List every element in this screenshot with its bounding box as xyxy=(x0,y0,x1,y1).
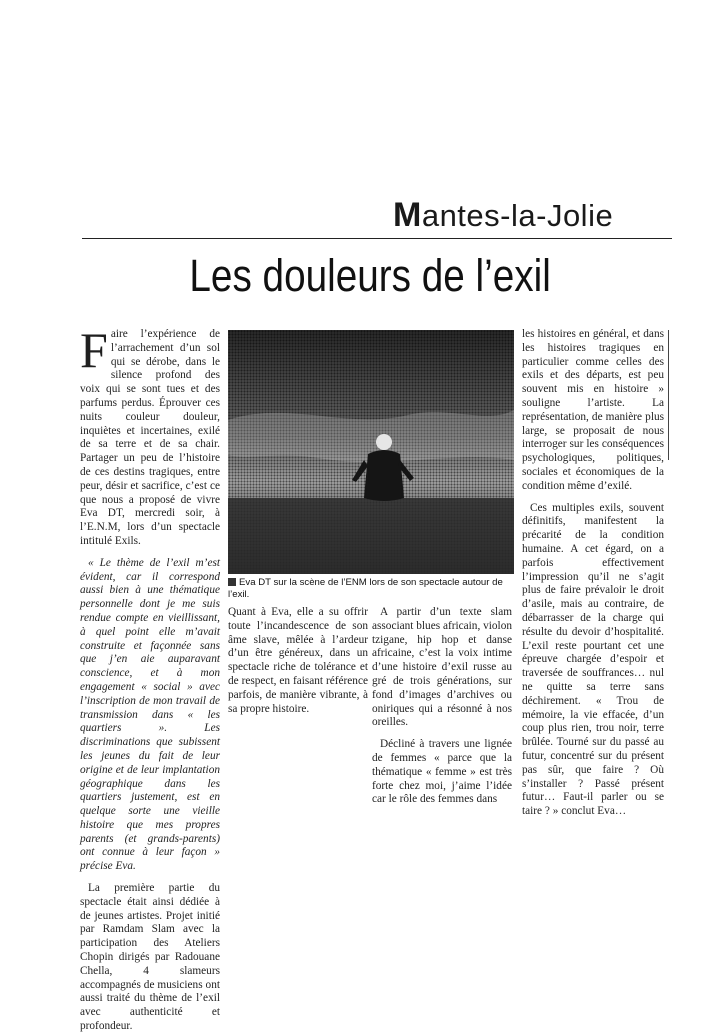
article-paragraph: les histoires en général, et dans les histoires tragiques en particulier comme celles des exils et des départs, est peu souvent mis en histoire » souligne l’artiste. La représentation, de manière plus large, se proposait de nous interroger sur les conséquences psychologiques, politiques, sociales et économiques de la condition même d’exilé. xyxy=(522,328,664,492)
section-header-rest: antes-la-Jolie xyxy=(421,198,614,233)
caption-marker-icon xyxy=(228,578,236,586)
article-paragraph: Décliné à travers une lignée de femmes « parce que la thématique « femme » est très forte chez moi, j’aime l’idée car le rôle des femmes dans xyxy=(372,738,512,806)
section-header xyxy=(393,196,643,236)
section-rule xyxy=(82,238,672,239)
article-column-4 xyxy=(522,328,664,819)
article-paragraph: Faire l’expérience de l’arrachement d’un sol qui se dérobe, dans le silence profond des voix qui se sont tues et des parfums perdus. Éprouver ces nuits couleur douleur, inquiètes et incertaines, exilé de sa terre et de sa chair. Partager un peu de l’histoire de ces destins tragiques, entre peur, désir et sacrifice, c’est ce que nous a proposé de vivre Eva DT, mercredi soir, à l’E.N.M, lors d’un spectacle intitulé Exils. xyxy=(80,322,220,547)
column-edge-line xyxy=(668,330,669,460)
article-paragraph: Ces multiples exils, souvent définitifs, manifestent la précarité de la condition humaine. A cet égard, on a parfois effectivement l’impression qu’il ne s’agit plus de faire prévaloir le droit d’asile, mais au contraire, de débarrasser de la charge qui résulte du devoir d’hospitalité. L’exil reste pourtant cet une épreuve chargée d’espoir et traversée de souffrances… nul ne quitte sa terre sans déchirement. « Trou de mémoire, la vie effacée, d’un coup plus rien, trou noir, terre brûlée. Tourné sur du passé au futur, concentré sur du présent pas sûr, que faire ? Où s’installer ? Passé présent futur… Faut-il parler ou se taire ? » conclut Eva… xyxy=(522,501,664,818)
section-header-initial: M xyxy=(393,196,422,234)
article-paragraph: Quant à Eva, elle a su offrir toute l’incandescence de son âme slave, mêlée à l’ardeur d’un être généreux, dans un spectacle riche de tolérance et de respect, en faisant référence parfois, de manière vibrante, à sa propre histoire. xyxy=(228,606,368,715)
article-paragraph: La première partie du spectacle était ainsi dédiée à de jeunes artistes. Projet initié par Ramdam Slam avec la participation des Ateliers Chopin dirigés par Radouane Chella, 4 slameurs accompagnés de musiciens ont aussi traité du thème de l’exil avec authenticité et profondeur. xyxy=(80,882,220,1033)
article-quote-paragraph: « Le thème de l’exil m’est évident, car il correspond aussi bien à une thématique personnelle dont je me suis rendue compte en vieillissant, à quel point elle m’avait construite et façonnée sans que j’en aie auparavant conscience, et à mon engagement « social » avec l’inscription de mon travail de transmission dans « les quartiers ». Les discriminations que subissent les jeunes du fait de leur origine et de leur implantation géographique dans les quartiers justement, est en quelque sorte une vieille histoire que mes propres parents (et grands-parents) ont connue à leur façon » précise Eva. xyxy=(80,556,220,873)
photo-caption xyxy=(228,577,514,601)
article-column-1 xyxy=(80,322,220,1034)
photo-caption-text: Eva DT sur la scène de l’ENM lors de son spectacle autour de l’exil. xyxy=(228,577,503,600)
headline: Les douleurs de l’exil xyxy=(189,250,551,301)
article-paragraph: A partir d’un texte slam associant blues africain, violon tzigane, hip hop et danse africaine, c’est la voix intime d’une histoire d’exil russe au gré de trois générations, sur fond d’images d’archives ou oniriques qui a résonné à nos oreilles. xyxy=(372,606,512,729)
article-column-2 xyxy=(228,606,368,716)
article-photo xyxy=(228,330,514,574)
article-column-3 xyxy=(372,606,512,807)
stage-photo-image xyxy=(228,330,514,574)
